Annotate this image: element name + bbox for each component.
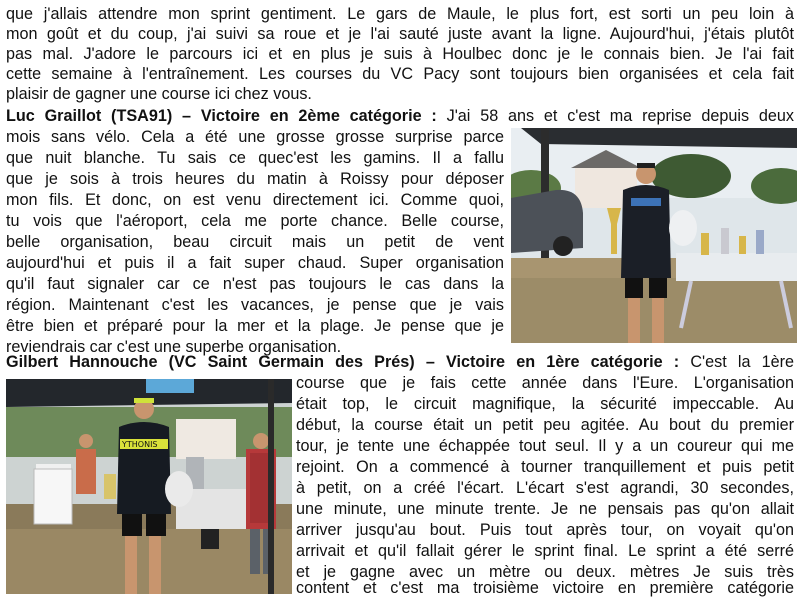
section2-heading: Gilbert Hannouche (VC Saint Germain des Prés) – Victoire en 1ère catégorie : [6, 353, 680, 371]
text-line: rejoint. On a commencé à tourner tranquillement et puis petit [296, 458, 794, 476]
winner-photo-gilbert-image [6, 379, 292, 594]
text-line: que nuit blanche. Tu sais ce quec'est les gamins. Il a fallu [6, 149, 504, 167]
text-line: cette semaine à l'entraînement. Les courses du VC Pacy sont toujours bien organisées et cela fait [6, 65, 794, 83]
winner-photo-luc-image [511, 128, 797, 343]
text-line: tour, je tente une échappée tout seul. Il y a un coureur qui me [296, 437, 794, 455]
section2-first-line [6, 352, 794, 372]
text-line: arrivait et qu'il fallait gérer le sprint final. Le sprint a été serré [296, 542, 794, 560]
text-line: début, la course était un petit peu agitée. Au bout du premier [296, 416, 794, 434]
text-line: content et c'est ma troisième victoire en première catégorie [296, 579, 794, 597]
text-line: aujourd'hui et puis il a fait super chaud. Super organisation [6, 254, 504, 272]
winner-photo-luc [511, 128, 797, 343]
text-line: une minute, une minute trente. Je ne pensais pas qu'on allait [296, 500, 794, 518]
text-line: était top, le circuit magnifique, la sécurité impeccable. Au [296, 395, 794, 413]
text-line: mois sans vélo. Cela a été une grosse grosse surprise parce [6, 128, 504, 146]
jersey-text: YTHONIS [122, 440, 158, 449]
text-line: mon fils. Et donc, on est venu directement ici. Comme quoi, [6, 191, 504, 209]
text-line: plaisir de gagner une course ici chez vous. [6, 85, 312, 103]
text-line: que j'allais attendre mon sprint gentiment. Le gars de Maule, le plus fort, est sorti un peu loin à [6, 5, 794, 23]
text-line: région. Maintenant c'est les vacances, je pense que je vais [6, 296, 504, 314]
winner-photo-gilbert [6, 379, 292, 594]
text-line: reviendrais car c'est une superbe organisation. [6, 338, 342, 356]
section2-heading-tail: C'est la 1ère [679, 353, 794, 371]
text-line: belle organisation, beau circuit mais un petit de vent [6, 233, 504, 251]
text-line: arriver jusqu'au bout. Puis tout après tour, on voyait qu'on [296, 521, 794, 539]
text-line: mon goût et du coup, j'ai suivi sa roue et je l'ai sauté juste avant la ligne. Aujourd'hui, j'étais plutôt [6, 25, 794, 43]
text-line: et je gagne avec un mètre ou deux. mètres Je suis très [296, 563, 794, 581]
text-line: que je sois à trois heures du matin à Roissy pour déposer [6, 170, 504, 188]
text-line: à petit, on a créé l'écart. L'écart s'est agrandi, 30 secondes, [296, 479, 794, 497]
section1-heading-tail: J'ai 58 ans et c'est ma reprise depuis deux [436, 107, 794, 125]
text-line: course que je fais cette année dans l'Eure. L'organisation [296, 374, 794, 392]
text-line: être bien et préparé pour la mer et la plage. Je pense que je [6, 317, 504, 335]
section1-first-line [6, 106, 794, 126]
section1-heading: Luc Graillot (TSA91) – Victoire en 2ème catégorie : [6, 107, 437, 125]
text-line: qu'il faut signaler car ce n'est pas toujours le cas dans la [6, 275, 504, 293]
text-line: pas mal. J'adore le parcours ici et en plus je suis à Houlbec donc je le connais bien. Je l'ai fait [6, 45, 794, 63]
text-line: tu vois que l'aéroport, cela me porte chance. Belle course, [6, 212, 504, 230]
